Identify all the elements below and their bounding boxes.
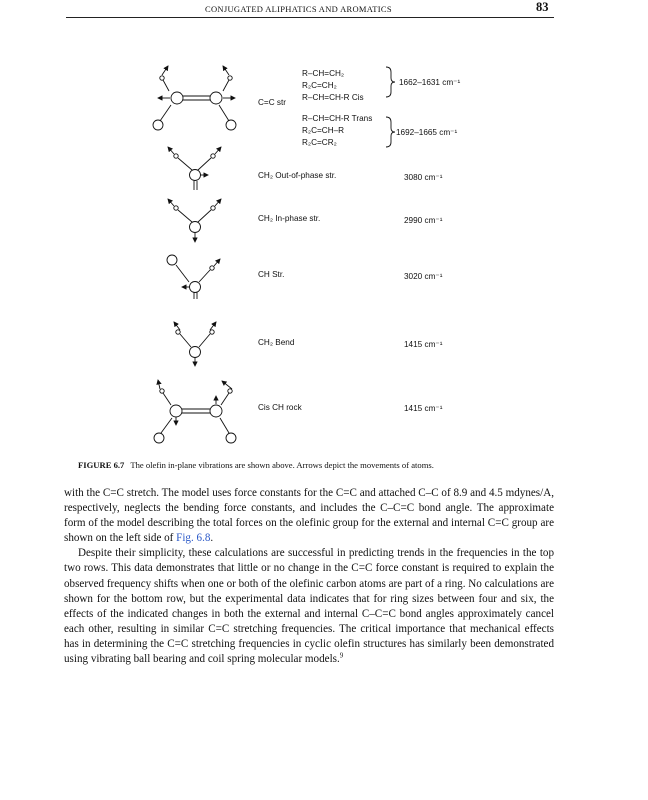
paragraph-2-text: Despite their simplicity, these calculations are successful in predicting trends in the frequencies in the top two rows. This data demonstrates that little or no change in the C=C force constant is required to explain the observed frequency shifts when one or both of the olefinic carbon atoms are part of a ring. No calculations are shown for the bottom row, but the experimental data indicates that for ring sizes between four and six, the effects of the indicated changes in both the external and internal C–C=C bond angles approximately cancel each other, resulting in similar C=C stretching frequencies. The critical importance that mechanical effects has in determining the C=C stretching frequencies in cyclic olefin structures has similarly been demonstrated using vibrating ball bearing and coil spring molecular models. [64,547,554,666]
figure-caption-label: FIGURE 6.7 [78,460,125,470]
cis-group-line-3: R–CH=CH-R Cis [302,93,364,102]
paragraph-1 [64,486,554,546]
brace-trans-group [386,117,395,147]
molecule-ch2-in-phase [168,199,221,242]
figure-6-8-link[interactable]: Fig. 6.8 [176,532,211,545]
figure-caption-text: The olefin in-plane vibrations are shown above. Arrows depict the movements of atoms. [130,460,434,470]
running-title: CONJUGATED ALIPHATICS AND AROMATICS [205,4,392,14]
figure-caption [78,460,578,470]
cc-stretch-label: C=C str [258,98,286,107]
row-label-cis-ch-rock: Cis CH rock [258,403,302,412]
cis-group-line-2: R₂C=CH₂ [302,81,337,90]
row-freq-cis-ch-rock: 1415 cm⁻¹ [404,404,443,413]
trans-group-line-2: R₂C=CH–R [302,126,345,135]
molecule-ch2-out-of-phase [168,147,221,190]
trans-group-line-1: R–CH=CH-R Trans [302,114,373,123]
trans-group-line-3: R₂C=CR₂ [302,138,337,147]
page-number: 83 [536,0,549,14]
row-label-ch2-in-phase: CH₂ In-phase str. [258,214,321,223]
brace-cis-group [386,67,395,97]
row-freq-ch2-in-phase: 2990 cm⁻¹ [404,216,443,225]
molecule-ch-str [167,255,220,299]
row-freq-ch2-out-of-phase: 3080 cm⁻¹ [404,173,443,182]
row-label-ch2-out-of-phase: CH₂ Out-of-phase str. [258,171,337,180]
paragraph-1-text: with the C=C stretch. The model uses force constants for the C=C and attached C–C of 8.9 and 4.5 mdynes/A, respectively, neglects the bending force constants, and includes the C–C=C bond angle. The approximate form of the model describing the total forces on the olefinic group for the external and internal C=C group are shown on the left side of [64,487,554,545]
row-label-ch-str: CH Str. [258,270,285,279]
footnote-ref-9[interactable]: 9 [339,651,344,660]
paragraph-1-end: . [210,532,214,545]
trans-group-frequency: 1692–1665 cm⁻¹ [396,128,458,137]
molecule-cc-stretch [153,66,236,130]
row-freq-ch-str: 3020 cm⁻¹ [404,272,443,281]
paragraph-2 [64,546,554,667]
body-text [64,486,554,667]
row-freq-ch2-bend: 1415 cm⁻¹ [404,340,443,349]
molecule-cis-ch-rock [154,380,236,443]
cis-group-line-1: R–CH=CH₂ [302,69,345,78]
molecule-ch2-bend [174,322,216,366]
cis-group-frequency: 1662–1631 cm⁻¹ [399,78,461,87]
row-label-ch2-bend: CH₂ Bend [258,338,295,347]
